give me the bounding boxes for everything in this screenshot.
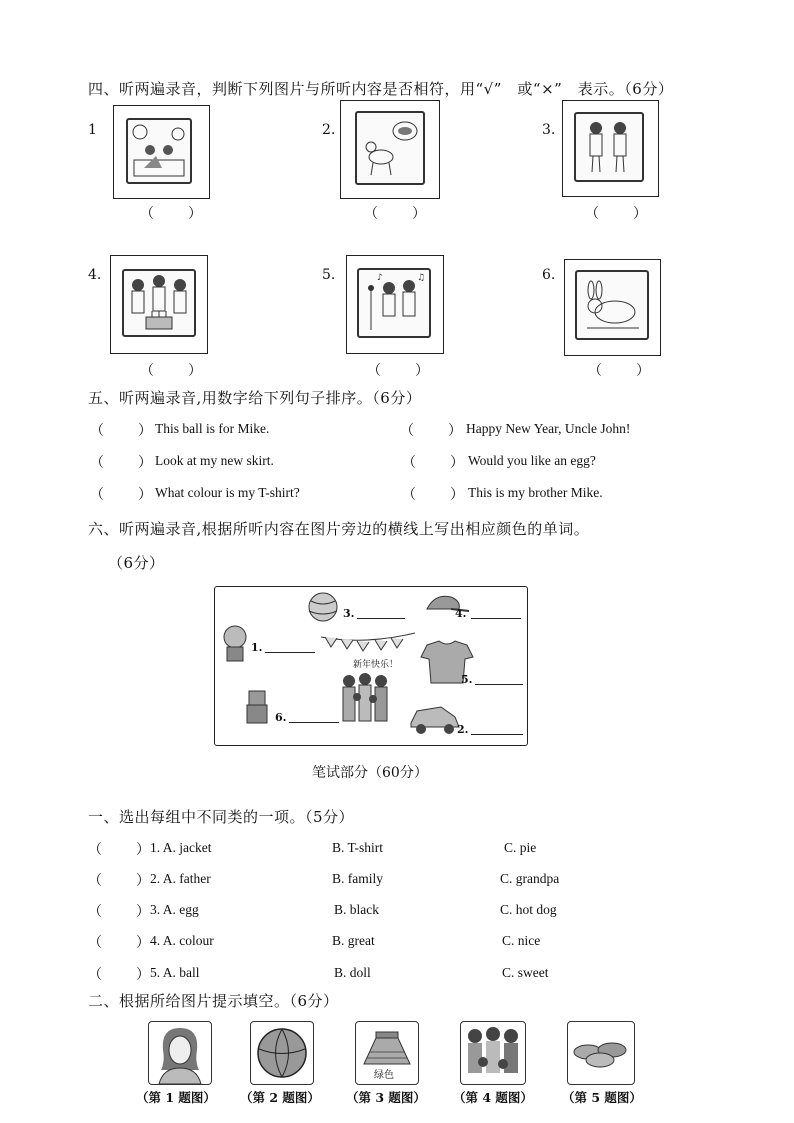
- blank-4[interactable]: [471, 618, 521, 619]
- pies-illustration: [568, 1022, 634, 1084]
- sentence: Look at my new skirt.: [155, 453, 274, 468]
- blank-5-label: 5.: [461, 673, 473, 686]
- item-number: 2.: [322, 122, 336, 138]
- dog-egg-illustration: [357, 113, 423, 183]
- section-4-title: 四、听两遍录音，判断下列图片与所听内容是否相符，用“√” 或“×” 表示。（6分）: [88, 80, 674, 98]
- picture-frame-3: [562, 100, 659, 197]
- picture-frame-5: [346, 255, 444, 354]
- item-number: 4.: [88, 267, 102, 283]
- svg-text:♫: ♫: [417, 273, 426, 283]
- section-6-title: 六、听两遍录音,根据所听内容在图片旁边的横线上写出相应颜色的单词。: [88, 520, 590, 538]
- answer-paren: （ ）: [88, 873, 152, 889]
- skirt-picture: [355, 1021, 419, 1085]
- birthday-picture: [122, 269, 196, 337]
- item-number: 1: [88, 122, 97, 138]
- blank-6[interactable]: [289, 722, 339, 723]
- written-part-title: 笔试部分（60分）: [312, 765, 428, 781]
- option-c: C. hot dog: [500, 902, 557, 917]
- answer-paren: （ ）: [364, 206, 428, 222]
- blank-6-label: 6.: [275, 711, 287, 724]
- picture-frame-2: [340, 100, 440, 199]
- picture-frame-1: [113, 105, 210, 199]
- option-a: 5. A. ball: [150, 965, 200, 980]
- color-scene-box: [214, 586, 528, 746]
- option-b: B. family: [332, 871, 383, 886]
- answer-paren: （ ）: [88, 842, 152, 858]
- answer-paren: （ ）: [88, 904, 152, 920]
- option-b: B. doll: [334, 965, 371, 980]
- pies-picture: [567, 1021, 635, 1085]
- picnic-picture: [126, 118, 192, 184]
- sentence: This ball is for Mike.: [155, 421, 270, 436]
- picture-frame-4: [110, 255, 208, 354]
- option-a: 2. A. father: [150, 871, 211, 886]
- option-c: C. sweet: [502, 965, 549, 980]
- sentence: What colour is my T-shirt?: [155, 485, 300, 500]
- item-number: 3.: [542, 122, 556, 138]
- family-picture: [460, 1021, 526, 1085]
- woman-illustration: [149, 1022, 211, 1084]
- answer-paren: （ ）: [140, 363, 204, 379]
- rabbit-illustration: [577, 272, 647, 338]
- picture-frame-6: [564, 259, 661, 356]
- birthday-cake-illustration: [124, 271, 194, 335]
- section-6-score: （6分）: [108, 554, 165, 572]
- singing-picture: [357, 268, 431, 338]
- blank-5[interactable]: [475, 684, 523, 685]
- answer-paren: （ ）: [90, 487, 154, 503]
- sentence: This is my brother Mike.: [468, 485, 603, 500]
- picture-caption: （第 3 题图）: [346, 1090, 426, 1105]
- option-a: 3. A. egg: [150, 902, 199, 917]
- option-c: C. pie: [504, 840, 537, 855]
- picnic-illustration: [128, 120, 190, 182]
- ball-picture: [250, 1021, 314, 1085]
- answer-paren: （ ）: [90, 455, 154, 471]
- answer-paren: （ ）: [400, 423, 464, 439]
- sentence: Happy New Year, Uncle John!: [466, 421, 631, 436]
- option-b: B. T-shirt: [332, 840, 384, 855]
- skirt-color-label: 绿色: [374, 1070, 394, 1081]
- new-year-banner: 新年快乐！: [353, 660, 399, 670]
- two-children-illustration: [576, 114, 642, 180]
- option-c: C. nice: [502, 933, 541, 948]
- answer-paren: （ ）: [88, 935, 152, 951]
- answer-paren: （ ）: [588, 363, 652, 379]
- item-number: 6.: [542, 267, 556, 283]
- dog-picture: [355, 111, 425, 185]
- svg-text:♪: ♪: [377, 273, 383, 283]
- option-a: 1. A. jacket: [150, 840, 212, 855]
- q2-title: 二、根据所给图片提示填空。（6分）: [88, 992, 339, 1010]
- answer-paren: （ ）: [88, 967, 152, 983]
- option-b: B. great: [332, 933, 375, 948]
- children-picture: [574, 112, 644, 182]
- answer-paren: （ ）: [402, 487, 466, 503]
- option-b: B. black: [334, 902, 379, 917]
- answer-paren: （ ）: [367, 363, 431, 379]
- ball-illustration: [251, 1022, 313, 1084]
- item-number: 5.: [322, 267, 336, 283]
- blank-3[interactable]: [357, 618, 405, 619]
- children-singing-illustration: [359, 270, 429, 336]
- blank-2-label: 2.: [457, 723, 469, 736]
- option-a: 4. A. colour: [150, 933, 214, 948]
- blank-4-label: 4.: [455, 607, 467, 620]
- picture-caption: （第 4 题图）: [453, 1090, 533, 1105]
- picture-caption: （第 2 题图）: [240, 1090, 320, 1105]
- sentence: Would you like an egg?: [468, 453, 596, 468]
- answer-paren: （ ）: [402, 455, 466, 471]
- answer-paren: （ ）: [585, 206, 649, 222]
- blank-1[interactable]: [265, 652, 315, 653]
- q1-title: 一、选出每组中不同类的一项。（5分）: [88, 808, 355, 826]
- answer-paren: （ ）: [140, 206, 204, 222]
- picture-caption: （第 1 题图）: [136, 1090, 216, 1105]
- rabbit-picture: [575, 270, 649, 340]
- woman-picture: [148, 1021, 212, 1085]
- family-illustration: [461, 1022, 525, 1084]
- picture-caption: （第 5 题图）: [562, 1090, 642, 1105]
- option-c: C. grandpa: [500, 871, 560, 886]
- blank-1-label: 1.: [251, 641, 263, 654]
- blank-2[interactable]: [471, 734, 523, 735]
- answer-paren: （ ）: [90, 423, 154, 439]
- blank-3-label: 3.: [343, 607, 355, 620]
- section-5-title: 五、听两遍录音,用数字给下列句子排序。（6分）: [88, 389, 422, 407]
